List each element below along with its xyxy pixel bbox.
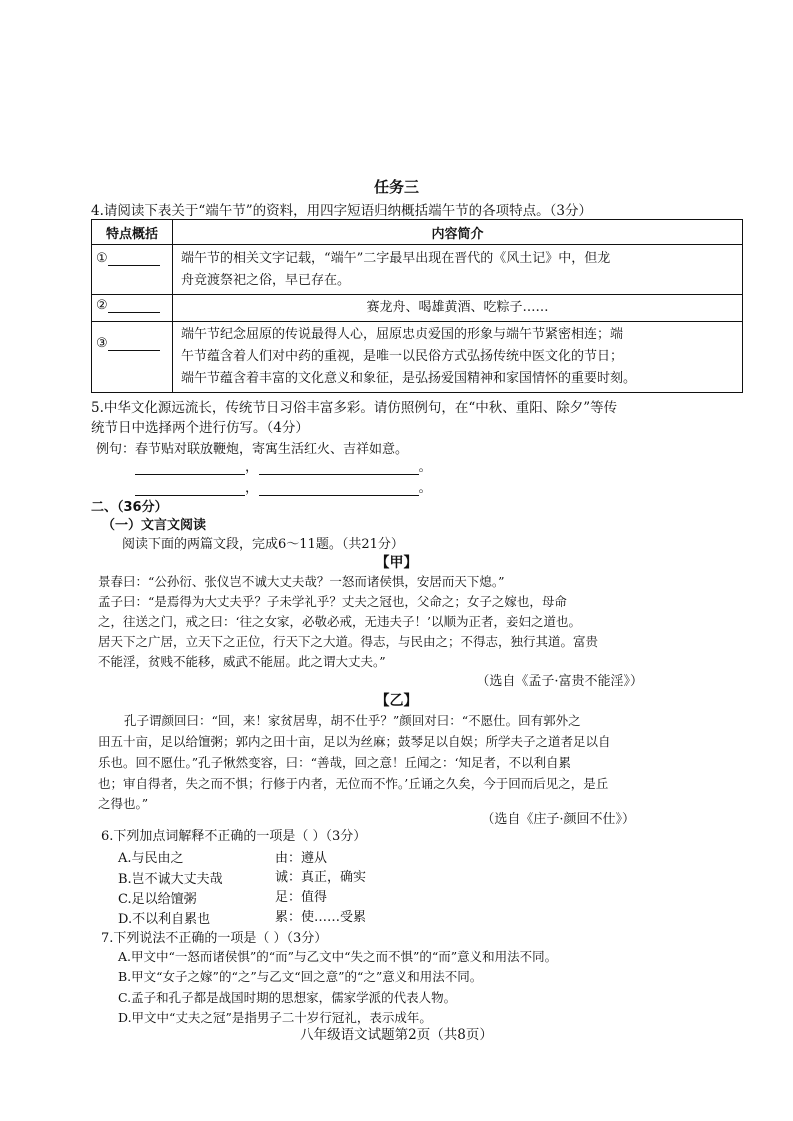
section-2-sub: （一）文言文阅读 (102, 518, 207, 533)
jia-line-5: 不能淫，贫贱不能移，威武不能屈。此之谓大丈夫。” (98, 654, 386, 669)
jia-line-2: 孟子曰：“是焉得为大丈夫乎？子未学礼乎？丈夫之冠也，父命之；女子之嫁也，母命 (98, 594, 567, 609)
answer-line-2[interactable]: ， 。 (135, 476, 432, 496)
jia-line-4: 居天下之广居，立天下之正位，行天下之大道。得志，与民由之；不得志，独行其道。富贵 (98, 634, 599, 649)
q4-stem: 4.请阅读下表关于“端午节”的资料，用四字短语归纳概括端午节的各项特点。（3分） (91, 203, 593, 219)
q5-line-1: 5.中华文化源远流长，传统节日习俗丰富多彩。请仿照例句，在“中秋、重阳、除夕”等传 (91, 400, 618, 416)
q6-option-c-def: 足：值得 (275, 890, 328, 905)
yi-line-1: 孔子谓颜回曰：“回，来！家贫居卑，胡不仕乎？”颜回对曰：“不愿仕。回有郭外之 (124, 713, 581, 728)
table-row (92, 245, 743, 295)
feature-cell-3: ③ (92, 322, 173, 393)
q6-option-a-def: 由：遵从 (275, 851, 328, 866)
yi-line-3: 乐也。回不愿仕。”孔子愀然变容，曰：“善哉，回之意！丘闻之：‘知足者，不以利自累 (98, 755, 572, 770)
q5-example: 例句：春节贴对联放鞭炮，寄寓生活红火、吉祥如意。 (96, 442, 409, 457)
q6-option-d-def: 累：使……受累 (275, 910, 367, 925)
yi-line-4: 也；审自得者，失之而不惧；行修于内者，无位而不怍。’丘诵之久矣，今于回而后见之，是丘 (98, 776, 609, 791)
jia-line-1: 景春曰：“公孙衍、张仪岂不诚大丈夫哉？一怒而诸侯惧，安居而天下熄。” (98, 574, 505, 589)
q7-stem: 7.下列说法不正确的一项是（ ）（3分） (101, 931, 328, 946)
jia-line-3: 之，往送之门，戒之曰：‘往之女家，必敬必戒，无违夫子！’以顺为正者，妾妇之道也。 (98, 614, 581, 629)
q5-line-2: 统节日中选择两个进行仿写。（4分） (91, 420, 309, 436)
header-feature: 特点概括 (92, 220, 173, 245)
q7-option-b: B.甲文“女子之嫁”的“之”与乙文“回之意”的“之”意义和用法不同。 (118, 969, 483, 984)
table-header-row (92, 220, 743, 245)
yi-source: （选自《庄子·颜回不仕》） (481, 812, 635, 827)
yi-line-5: 之得也。” (98, 796, 149, 811)
q6-option-b-def: 诚：真正，确实 (275, 870, 367, 885)
q6-option-b: B.岂不诚大丈夫哉 (118, 872, 223, 887)
yi-line-2: 田五十亩，足以给𫗴粥；郭内之田十亩，足以为丝麻；鼓琴足以自娱；所学夫子之道者足以自 (98, 734, 611, 749)
q7-option-d: D.甲文中“丈夫之冠”是指男子二十岁行冠礼，表示成年。 (118, 1010, 432, 1025)
jia-source: （选自《孟子·富贵不能淫》） (476, 674, 643, 689)
section-2-heading: 二、（36分） (91, 500, 168, 515)
passage-yi-label: 【乙】 (375, 693, 418, 709)
reading-intro: 阅读下面的两篇文段，完成6～11题。（共21分） (122, 537, 404, 552)
content-cell-1: 端午节的相关文字记载，“端午”二字最早出现在晋代的《风土记》中，但龙 舟竞渡祭祀之俗，早已存在。 (173, 245, 743, 295)
q7-option-c: C.孟子和孔子都是战国时期的思想家，儒家学派的代表人物。 (118, 990, 457, 1005)
content-cell-3: 端午节纪念屈原的传说最得人心，屈原忠贞爱国的形象与端午节紧密相连；端 午节蕴含着人们对中药的重视，是唯一以民俗方式弘扬传统中医文化的节日； 端午节蕴含着丰富的文化意义和象征，是弘扬爱国精神和家国情怀的重要时刻。 (173, 322, 743, 393)
task-title: 任务三 (373, 178, 419, 196)
header-content: 内容简介 (173, 220, 743, 245)
passage-jia-label: 【甲】 (375, 555, 418, 571)
q7-option-a: A.甲文中“一怒而诸侯惧”的“而”与乙文中“失之而不惧”的“而”意义和用法不同。 (118, 949, 558, 964)
answer-line-1[interactable]: ， 。 (135, 455, 432, 475)
q6-option-d: D.不以利自累也 (118, 912, 211, 927)
table-row (92, 295, 743, 322)
festival-feature-table (91, 219, 743, 393)
q6-stem: 6.下列加点词解释不正确的一项是（ ）（3分） (101, 829, 367, 844)
q6-option-a: A.与民由之 (118, 851, 184, 866)
feature-cell-1: ① (92, 245, 173, 295)
page-footer: 八年级语文试题第2页（共8页） (300, 1027, 493, 1043)
feature-cell-2: ② (92, 295, 173, 322)
q6-option-c: C.足以给𫗴粥 (118, 892, 197, 907)
content-cell-2: 赛龙舟、喝雄黄酒、吃粽子…… (173, 295, 743, 322)
table-row (92, 322, 743, 393)
